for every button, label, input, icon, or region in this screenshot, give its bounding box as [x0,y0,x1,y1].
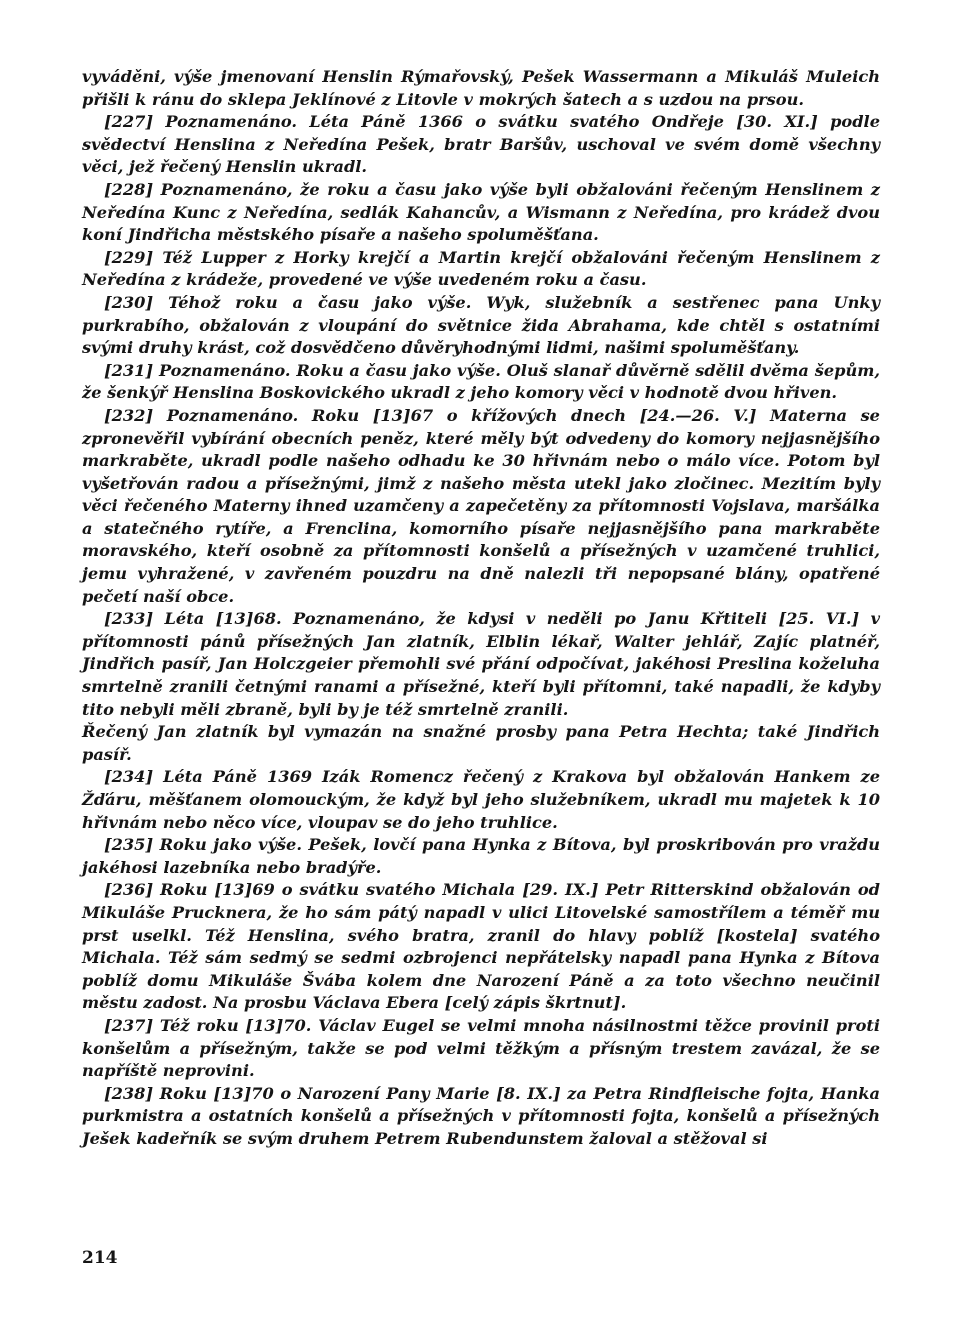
paragraph-230: [230] Téhož roku a času jako výše. Wyk, služebník a sestřenec pana Unky purkrabího, obžalován z vloupání do světnice žida Abrahama, kde chtěl s ostatními svými druhy krást, což dosvědčeno důvěryhodnými lidmi, našimi spoluměšťany. [82,292,880,358]
paragraph-236: [236] Roku [13]69 o svátku svatého Michala [29. IX.] Petr Ritterskind obžalován od Mikuláše Prucknera, že ho sám pátý napadl v ulici Litovelské samostřílem a téměř mu prst uselkl. Též Henslina, svého bratra, zranil do hlavy poblíž [kostela] svatého Michala. Též sám sedmý se sedmi ozbrojenci nepřátelsky napadl pana Hynka z Bítova poblíž domu Mikuláše Švába kolem dne Narození Páně a za toto všechno neučinil městu zadost. Na prosbu Václava Ebera [celý zápis škrtnut]. [82,880,880,1013]
paragraph-238: [238] Roku [13]70 o Narození Pany Marie [8. IX.] za Petra Rindfleische fojta, Hanka purkmistra a ostatních konšelů a přísežných v přítomnosti fojta, konšelů a přísežných Ješek kadeřník se svým druhem Petrem Rubendunstem žaloval a stěžoval si [82,1083,880,1148]
paragraph-235: [235] Roku jako výše. Pešek, lovčí pana Hynka z Bítova, byl proskribován pro vraždu jakéhosi lazebníka nebo bradýře. [82,835,880,877]
paragraph-237: [237] Též roku [13]70. Václav Eugel se velmi mnoha násilnostmi těžce provinil proti konšelům a přísežným, takže se pod velmi těžkým a přísným trestem zavázal, že se napříště neprovini. [82,1015,880,1081]
paragraph-229: [229] Též Lupper z Horky krejčí a Martin krejčí obžalováni řečeným Henslinem z Neředína z krádeže, provedené ve výše uvedeném roku a času. [82,247,880,290]
paragraph-232: [232] Poznamenáno. Roku [13]67 o křížových dnech [24.—26. V.] Materna se zpronevěřil vybírání obecních peněz, které měly být odvedeny do komory nejjasnějšího markraběte, ukradl podle našeho odhadu ke 30 hřivnám nebo o málo více. Potom byl vyšetřován radou a přísežnými, jimž z našeho města utekl jako zločinec. Mezitím byly věci řečeného Materny ihned uzamčeny a zapečetěny za přítomnosti Vojslava, maršálka a statečného rytíře, a Frenclina, komorního písaře nejjasnějšího pana markraběte moravského, kteří osobně za přítomnosti konšelů a přísežných v uzamčené truhlici, jemu vyhražené, v zavřeném pouzdru na dně nalezli tři nepopsané blány, opatřené pečetí naší obce. [82,405,880,606]
paragraph-233-note: Řečený Jan zlatník byl vymazán na snažné prosby pana Petra Hechta; také Jindřich pasíř. [82,722,880,764]
paragraph-continuation: vyváděni, výše jmenovaní Henslin Rýmařovský, Pešek Wassermann a Mikuláš Muleich přišli k ránu do sklepa Jeklínové z Litovle v mokrých šatech a s uzdou na prsou. [82,67,880,109]
page-number: 214 [82,1248,118,1268]
paragraph-231: [231] Poznamenáno. Roku a času jako výše. Oluš slanař důvěrně sdělil dvěma šepům, že šenkýř Henslina Boskovického ukradl z jeho komory věci v hodnotě dvou hřiven. [82,360,880,403]
paragraph-227: [227] Poznamenáno. Léta Páně 1366 o svátku svatého Ondřeje [30. XI.] podle svědectví Henslina z Neředína Pešek, bratr Baršův, uschoval ve svém domě všechny věci, jež řečený Henslin ukradl. [82,112,880,177]
paragraph-233: [233] Léta [13]68. Poznamenáno, že kdysi v neděli po Janu Křtiteli [25. VI.] v přítomnosti pánů přísežných Jan zlatník, Elblin lékař, Walter jehlář, Zajíc platnéř, Jindřich pasíř, Jan Holczgeier přemohli své přání odpočívat, jakéhosi Preslina koželuha smrtelně zranili četnými ranami a přísežné, kteří byli přítomni, také napadli, že kdyby tito nebyli měli zbraně, byli by je též smrtelně zranili. [82,609,880,719]
paragraph-228: [228] Poznamenáno, že roku a času jako výše byli obžalováni řečeným Henslinem z Neředína Kunc z Neředína, sedlák Kahancův, a Wismann z Neředína, pro krádež dvou koní Jindřicha městského písaře a našeho spoluměšťana. [82,179,880,245]
page-body [82,66,880,1151]
paragraph-234: [234] Léta Páně 1369 Izák Romencz řečený z Krakova byl obžalován Hankem ze Žďáru, měšťanem olomouckým, že když byl jeho služebníkem, ukradl mu majetek k 10 hřivnám nebo něco více, vloupav se do jeho truhlice. [82,767,880,832]
